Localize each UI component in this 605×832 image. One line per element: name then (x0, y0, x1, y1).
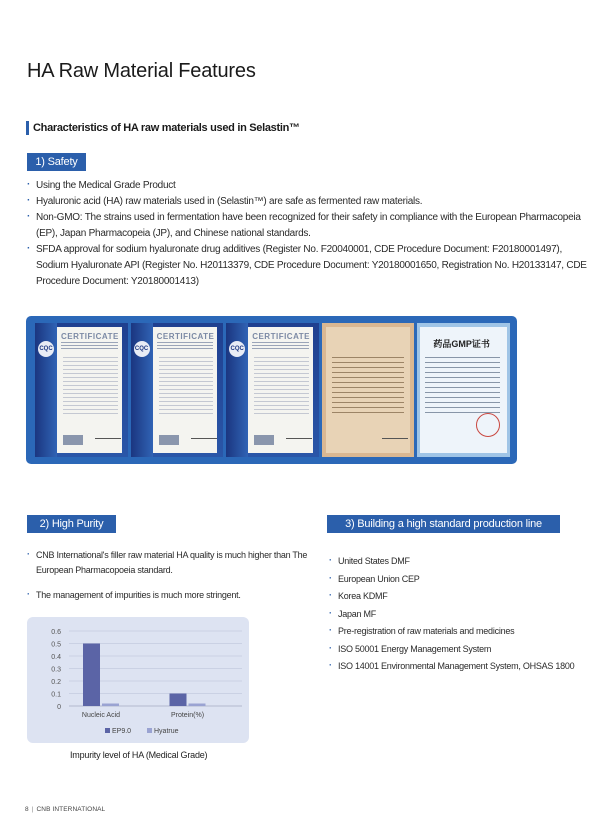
production-list (329, 553, 589, 676)
page-number: 8 (25, 806, 29, 813)
certificate-seal-icon (159, 435, 179, 445)
certificate-environmental (35, 323, 128, 457)
certificate-heading: CERTIFICATE (156, 332, 215, 341)
certificate-text-lines (332, 357, 405, 417)
safety-label: 1) Safety (27, 153, 86, 171)
safety-item: · SFDA approval for sodium hyaluronate drug additives (Register No. F20040001, CDE Procedure Document: F20180001497), Sodium Hyaluronate API (Register No. H20113379, CDE Procedure Document: Y20180001650, Registration No. H20133147, CDE Procedure Document: Y20180001413) (27, 242, 592, 290)
production-item: · Pre-registration of raw materials and medicines (329, 623, 589, 641)
certificate-text-lines (63, 357, 118, 417)
certificate-subtitle-lines (252, 342, 309, 350)
purity-list (27, 548, 317, 613)
footer-company: CNB INTERNATIONAL (36, 806, 106, 813)
gmp-title: 药品GMP证书 (433, 339, 490, 349)
bar-ep9-0 (170, 694, 187, 707)
certificate-subtitle-lines (61, 342, 118, 350)
x-tick-label: Protein(%) (170, 712, 205, 719)
bar-hyatrue (189, 704, 206, 707)
impurity-chart (27, 617, 249, 743)
red-seal-icon (476, 413, 500, 437)
certificate-energy-management (226, 323, 319, 457)
certificate-text-lines (425, 357, 500, 417)
production-label: 3) Building a high standard production line (327, 515, 560, 533)
footer-separator: | (31, 806, 34, 813)
legend-label: EP9.0 (112, 728, 132, 735)
production-item: · Korea KDMF (329, 588, 589, 606)
page-title: HA Raw Material Features (27, 60, 256, 82)
y-tick-label: 0.1 (51, 691, 61, 699)
certificate-subtitle-lines (157, 342, 214, 350)
safety-item: · Hyaluronic acid (HA) raw materials used in (Selastin™) are safe as fermented raw materials. (27, 194, 592, 210)
legend-label: Hyatrue (154, 728, 179, 735)
production-item: · European Union CEP (329, 571, 589, 589)
certificate-text-lines (159, 357, 214, 417)
safety-item: · Non-GMO: The strains used in fermentation have been recognized for their safety in compliance with the European Pharmacopeia (EP), Japan Pharmacopeia (JP), and Chinese national standards. (27, 210, 592, 242)
y-tick-label: 0.2 (51, 679, 61, 686)
impurity-chart-svg (27, 617, 249, 743)
certificate-stripe (35, 323, 57, 457)
purity-item: · CNB International's filler raw material HA quality is much higher than The European Pharmacopoeia standard. (27, 548, 317, 578)
production-item: · ISO 50001 Energy Management System (329, 641, 589, 659)
y-tick-label: 0.5 (51, 641, 61, 649)
certificate-occupational-health (131, 323, 224, 457)
y-tick-label: 0 (57, 704, 61, 711)
y-tick-label: 0.6 (51, 629, 61, 636)
safety-list (27, 178, 592, 290)
safety-item: · Using the Medical Grade Product (27, 178, 592, 194)
certificate-heading: CERTIFICATE (61, 332, 119, 341)
section-heading-text: Characteristics of HA raw materials used in Selastin™ (33, 122, 300, 134)
y-tick-label: 0.4 (51, 654, 61, 661)
section-heading (26, 121, 300, 135)
y-tick-label: 0.3 (51, 666, 61, 674)
production-item: · Japan MF (329, 606, 589, 624)
certificate-seal-icon (254, 435, 274, 445)
production-item: · United States DMF (329, 553, 589, 571)
certificate-text-lines (254, 357, 309, 417)
production-item: · ISO 14001 Environmental Management System, OHSAS 1800 (329, 658, 589, 676)
signature-icon (95, 433, 121, 439)
certificate-gallery (26, 316, 517, 464)
purity-item: · The management of impurities is much more stringent. (27, 588, 317, 603)
purity-label: 2) High Purity (27, 515, 116, 533)
certificate-heading: CERTIFICATE (252, 332, 310, 341)
x-tick-label: Nucleic Acid (81, 712, 121, 719)
bar-hyatrue (102, 704, 119, 707)
legend-swatch (105, 728, 110, 733)
signature-icon (286, 433, 312, 439)
certificate-stripe (226, 323, 248, 457)
certification-logo-icon: CQC (229, 341, 245, 357)
signature-icon (382, 433, 408, 439)
bar-ep9-0 (83, 644, 100, 707)
section-accent-bar (26, 121, 29, 135)
page-footer (25, 806, 105, 813)
certification-logo-icon: CQC (134, 341, 150, 357)
chart-caption: Impurity level of HA (Medical Grade) (70, 750, 208, 760)
certificate-stripe (131, 323, 153, 457)
signature-icon (191, 433, 217, 439)
certificate-seal-icon (63, 435, 83, 445)
certification-logo-icon: CQC (38, 341, 54, 357)
legend-swatch (147, 728, 152, 733)
certificate-document-beige (322, 323, 415, 457)
certificate-gmp (417, 323, 510, 457)
